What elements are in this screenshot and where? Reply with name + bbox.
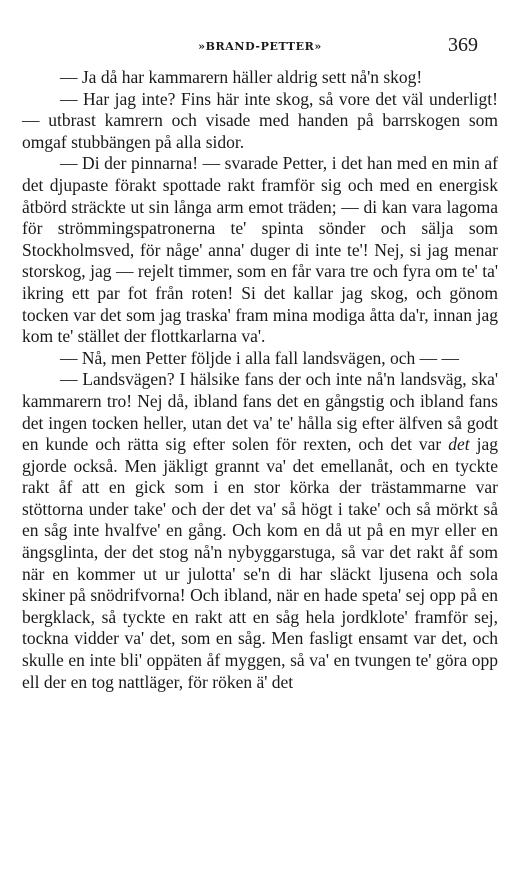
paragraph-5: — Landsvägen? I hälsike fans der och inte nå'n landsväg, ska' kammarern tro! Nej då, ibland fans det en gångstig och ibland fans det ingen tocken heller, utan det va' te' hålla sig efter älfven så godt en kunde och rätta sig efter solen för rexten, och det var det jag gjorde också. Men jäkligt grannt va' det emellanåt, och en tyckte rakt åf att en gick som i en stor körka der trästammarne var stöttorna under take' och der det va' så högt i take' och så mörkt så en såg inte hvalfve' en gång. Och kom en då ut på en myr eller en ängsglinta, der det stog nå'n nybyggarstuga, så var det rakt åf som när en kommer ut ur julotta' se'n di har släckt ljusena och sola skiner på snödrifvorna! Och ibland, när en hade speta' sej opp på en bergklack, så tyckte en rakt att en såg hela jordklote' framför sej, tockna vidder va' det, som en såg. Men fasligt ensamt var det, och skulle en inte bli' oppäten åf myggen, så va' en tvungen te' göra opp ell der en tog nattläger, för röken ä' det [22, 369, 498, 692]
running-title: »BRAND-PETTER» [198, 40, 322, 53]
paragraph-4: — Nå, men Petter följde i alla fall landsvägen, och — — [60, 347, 459, 368]
page-number: 369 [448, 34, 478, 56]
book-page [22, 34, 498, 693]
paragraph-1: — Ja då har kammarern häller aldrig sett nå'n skog! [60, 67, 423, 87]
paragraph-2: — Har jag inte? Fins här inte skog, så vore det väl underligt! — utbrast kamrern och visade med handen på barrskogen som omgaf stubbängen på alla sidor. [22, 88, 498, 152]
page-header [22, 34, 498, 64]
paragraph-3: — Di der pinnarna! — svarade Petter, i det han med en min af det djupaste förakt spottade rakt framför sig och med en energisk åtbörd sträckte ut sin långa arm emot träden; — di kan vara lagoma för strömmingspatronerna te' spinta sönder och sälja som Stockholmsved, för någe' anna' duger di inte te'! Nej, si jag menar storskog, jag — rejelt timmer, som en får vara tre och fyra om te' ta' ikring ett par fot från roten! Si det kallar jag skog, och gönom tocken var det som jag traska' fram mina modiga åtta da'r, innan jag kom te' stället der flottkarlarna va'. [22, 153, 498, 347]
body-text [22, 67, 498, 693]
emphasized-word: det [448, 434, 470, 455]
